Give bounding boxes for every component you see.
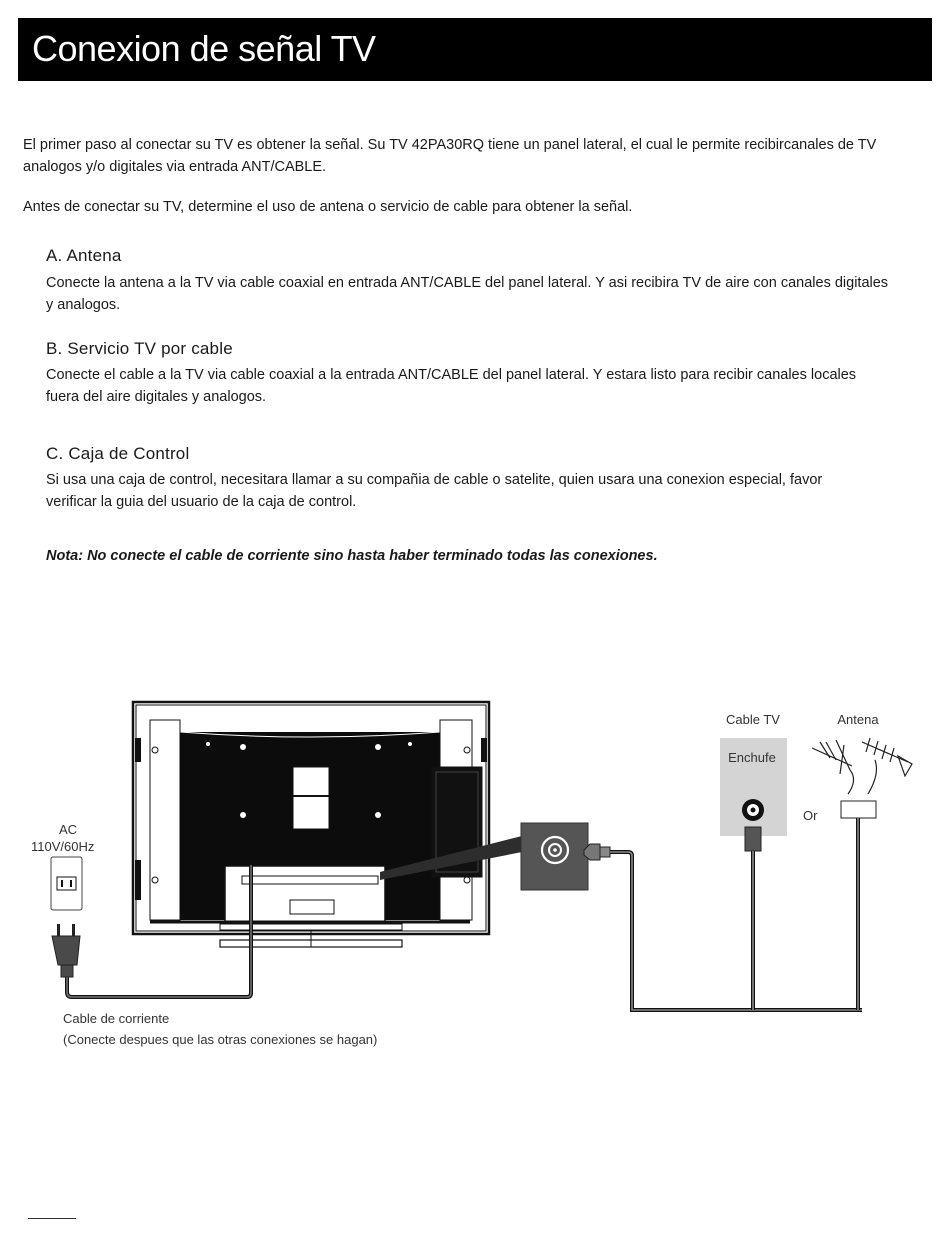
intro-paragraph-1 bbox=[23, 134, 876, 178]
section-cable-text bbox=[46, 364, 856, 408]
ac-spec-label: 110V/60Hz bbox=[31, 839, 95, 854]
section-antenna-line-1: Conecte la antena a la TV via cable coaxial en entrada ANT/CABLE del panel lateral. Y asi recibira TV de aire con canales digitales bbox=[46, 275, 889, 291]
section-cable-heading: B. Servicio TV por cable bbox=[46, 339, 233, 358]
intro-line-2: analogos y/o digitales via entrada ANT/CABLE. bbox=[23, 159, 327, 175]
section-antenna-heading: A. Antena bbox=[46, 246, 122, 265]
title-bar bbox=[18, 18, 932, 81]
power-note: Nota: No conecte el cable de corriente sino hasta haber terminado todas las conexiones. bbox=[46, 548, 658, 564]
section-box-heading: C. Caja de Control bbox=[46, 444, 190, 463]
or-label: Or bbox=[803, 808, 818, 823]
antenna-illustration bbox=[812, 738, 912, 794]
wall-jack-connector bbox=[745, 827, 761, 851]
cable-tv-label: Cable TV bbox=[726, 712, 780, 727]
power-plug-illustration bbox=[52, 924, 80, 977]
intro-line-1: El primer paso al conectar su TV es obtener la señal. Su TV 42PA30RQ tiene un panel lateral, el cual le permite recibircanales de TV bbox=[23, 137, 877, 153]
antenna-matching-transformer bbox=[841, 801, 876, 818]
section-box-line-2: verificar la guia del usuario de la caja de control. bbox=[46, 494, 357, 510]
section-cable-line-1: Conecte el cable a la TV via cable coaxial a la entrada ANT/CABLE del panel lateral. Y estara listo para recibir canales locales bbox=[46, 367, 857, 383]
section-antenna-text bbox=[46, 272, 888, 316]
section-antenna-line-2: y analogos. bbox=[46, 297, 121, 313]
coax-connector-illustration bbox=[584, 844, 610, 860]
power-cable-note: (Conecte despues que las otras conexiones se hagan) bbox=[63, 1032, 378, 1047]
section-box-text bbox=[46, 469, 822, 513]
coax-cable bbox=[610, 852, 862, 1010]
power-cable-label: Cable de corriente bbox=[63, 1011, 170, 1026]
intro-paragraph-2: Antes de conectar su TV, determine el uso de antena o servicio de cable para obtener la señal. bbox=[23, 199, 633, 215]
footer-rule bbox=[28, 1218, 76, 1219]
tv-rear-illustration bbox=[133, 702, 489, 947]
page-title: Conexion de señal TV bbox=[32, 28, 376, 69]
wall-outlet-illustration bbox=[51, 857, 82, 910]
antenna-label: Antena bbox=[837, 712, 879, 727]
ac-label: AC bbox=[59, 822, 78, 837]
section-box-line-1: Si usa una caja de control, necesitara llamar a su compañia de cable o satelite, quien usara una conexion especial, favor bbox=[46, 472, 823, 488]
section-cable-line-2: fuera del aire digitales y analogos. bbox=[46, 389, 267, 405]
wall-jack-label: Enchufe bbox=[728, 750, 776, 765]
